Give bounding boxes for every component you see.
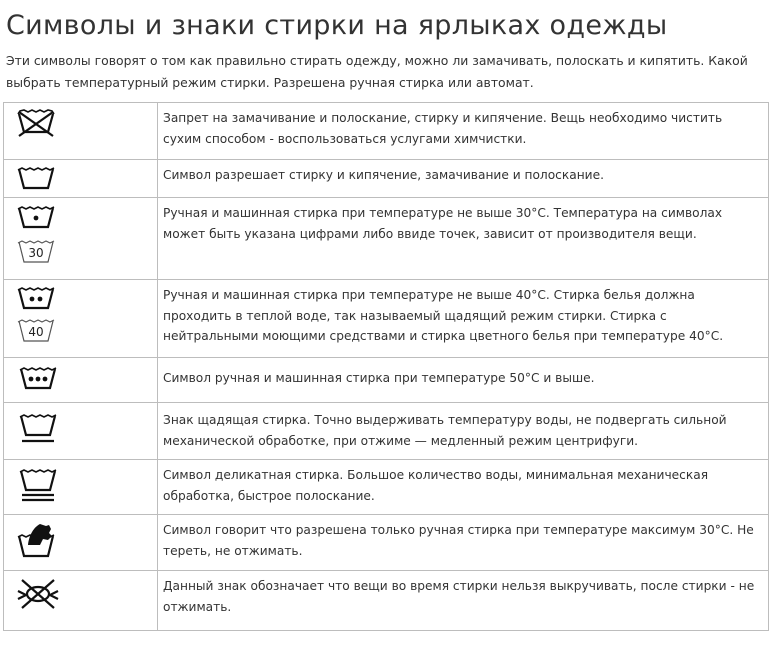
symbol-cell [4, 198, 158, 280]
symbol-cell [4, 515, 158, 571]
washtub-one-dot-icon [16, 205, 56, 231]
table-row [4, 160, 769, 198]
description-cell: Знак щадящая стирка. Точно выдерживать температуру воды, не подвергать сильной механической обработке, при отжиме — медленный режим центрифуги. [158, 403, 769, 460]
washtub-double-underline-icon [18, 468, 58, 504]
washtub-two-dots-icon [16, 286, 56, 312]
do-not-wring-icon [16, 577, 60, 611]
description-cell: Ручная и машинная стирка при температуре не выше 30°С. Температура на символах может быть указана цифрами либо ввиде точек, зависит от производителя вещи. [158, 198, 769, 280]
washtub-30-icon [16, 239, 56, 265]
washtub-three-dots-icon [18, 366, 58, 392]
symbol-cell [4, 358, 158, 403]
description-cell: Символ говорит что разрешена только ручная стирка при температуре максимум 30°С. Не тереть, не отжимать. [158, 515, 769, 571]
table-row [4, 571, 769, 631]
symbol-cell [4, 571, 158, 631]
intro-paragraph: Эти символы говорят о том как правильно стирать одежду, можно ли замачивать, полоскать и кипятить. Какой выбрать температурный режим стирки. Разрешена ручная стирка или автомат. [6, 53, 748, 90]
symbol-cell [4, 460, 158, 515]
table-row [4, 515, 769, 571]
symbol-cell [4, 280, 158, 358]
washtub-single-underline-icon [18, 413, 58, 445]
table-row [4, 198, 769, 280]
laundry-symbols-table [3, 102, 769, 631]
symbol-cell [4, 403, 158, 460]
washtub-icon [16, 166, 56, 192]
description-cell: Запрет на замачивание и полоскание, стирку и кипячение. Вещь необходимо чистить сухим способом - воспользоваться услугами химчистки. [158, 103, 769, 160]
hand-wash-icon [16, 521, 58, 561]
temperature-label: 40 [28, 325, 44, 339]
temperature-label: 30 [28, 246, 44, 260]
washtub-40-icon [16, 318, 56, 344]
symbol-cell [4, 103, 158, 160]
symbol-cell [4, 160, 158, 198]
table-row [4, 403, 769, 460]
washtub-crossed-icon [16, 109, 56, 139]
table-row [4, 280, 769, 358]
description-cell: Символ ручная и машинная стирка при температуре 50°С и выше. [158, 358, 769, 403]
description-cell: Ручная и машинная стирка при температуре не выше 40°С. Стирка белья должна проходить в теплой воде, так называемый щадящий режим стирки. Стирка с нейтральными моющими средствами и стирка цветного белья при температуре 40°С. [158, 280, 769, 358]
table-row [4, 103, 769, 160]
description-cell: Символ разрешает стирку и кипячение, замачивание и полоскание. [158, 160, 769, 198]
description-cell: Символ деликатная стирка. Большое количество воды, минимальная механическая обработка, быстрое полоскание. [158, 460, 769, 515]
table-row [4, 460, 769, 515]
description-cell: Данный знак обозначает что вещи во время стирки нельзя выкручивать, после стирки - не отжимать. [158, 571, 769, 631]
table-row [4, 358, 769, 403]
page-title: Символы и знаки стирки на ярлыках одежды [6, 10, 668, 41]
